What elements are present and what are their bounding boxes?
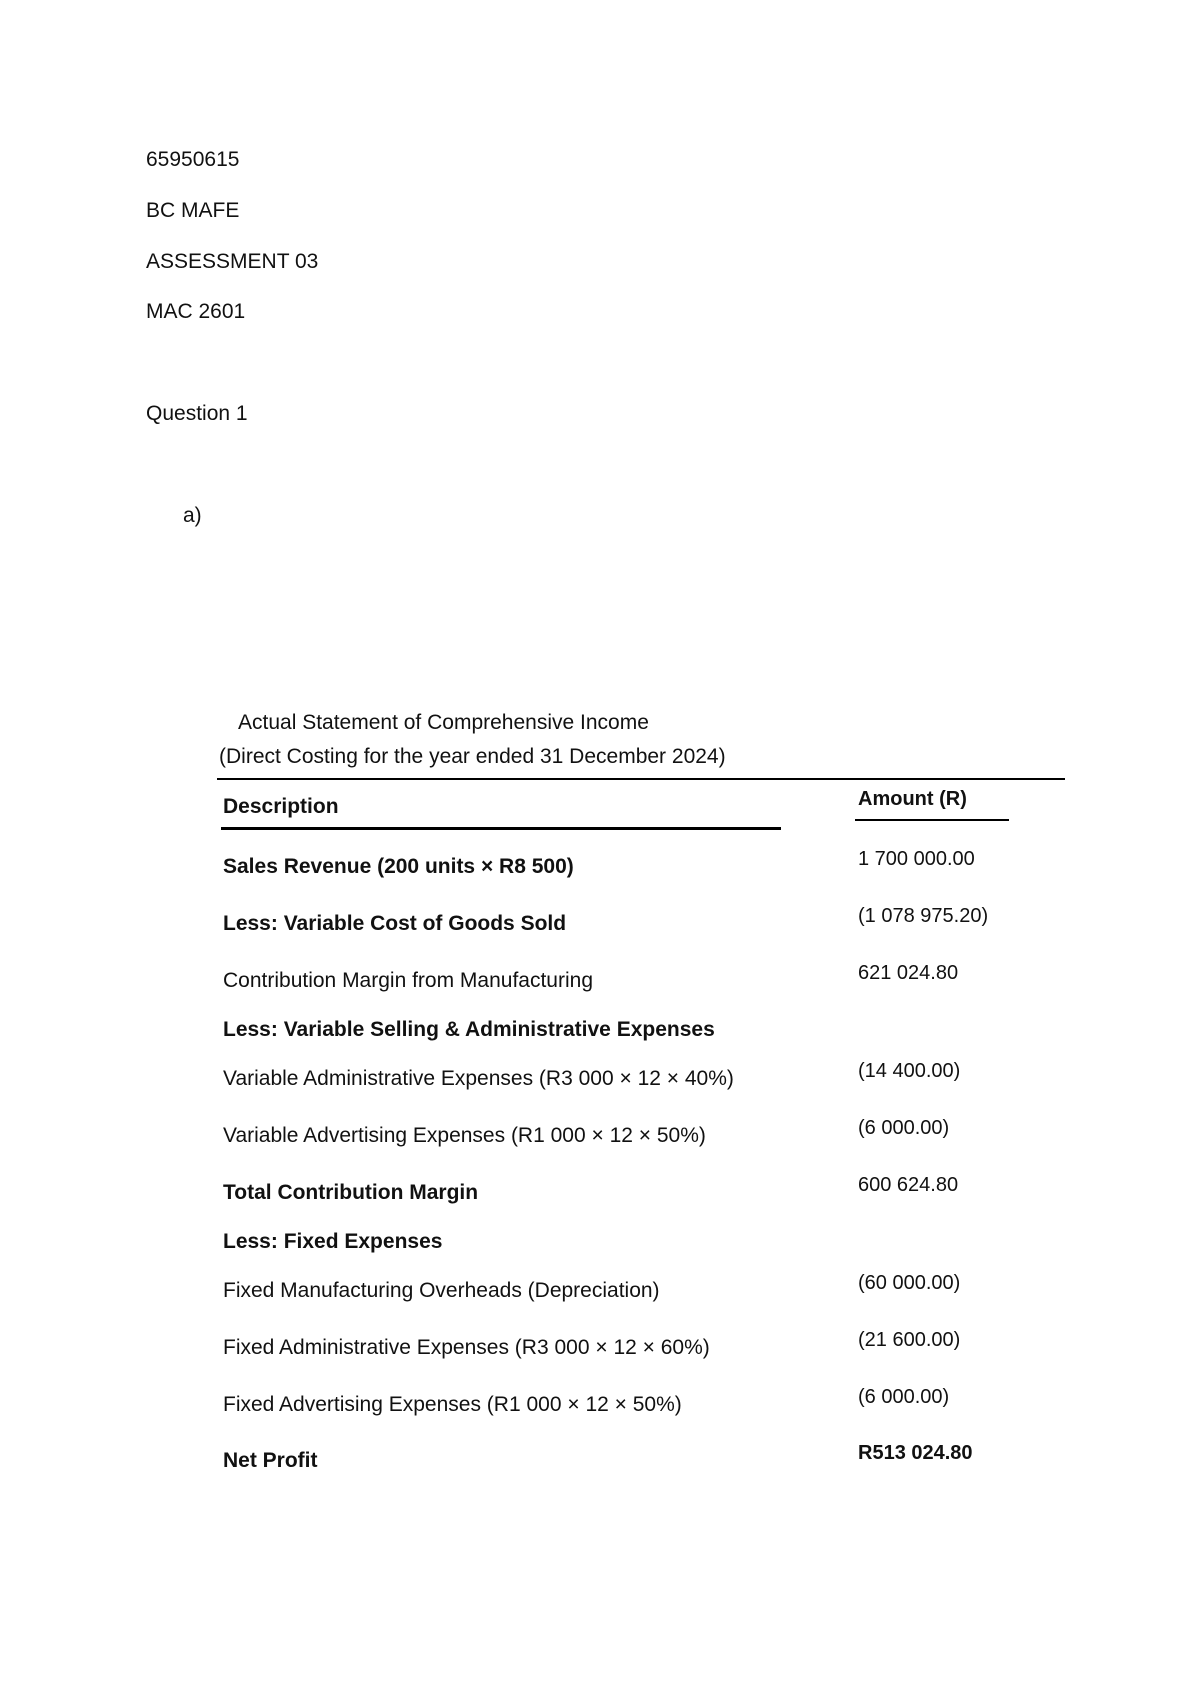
row-fixed-manufacturing-overheads: Fixed Manufacturing Overheads (Depreciation) — [223, 1279, 660, 1302]
column-header-description: Description — [223, 795, 339, 818]
amount-header-rule — [855, 819, 1009, 821]
row-sales-revenue: Sales Revenue (200 units × R8 500) — [223, 855, 574, 878]
statement-subtitle: (Direct Costing for the year ended 31 December 2024) — [219, 745, 726, 768]
row-fixed-advertising-expenses: Fixed Advertising Expenses (R1 000 × 12 × 50%) — [223, 1393, 682, 1416]
amount-contribution-margin-manufacturing: 621 024.80 — [858, 962, 959, 984]
row-variable-cogs: Less: Variable Cost of Goods Sold — [223, 912, 567, 935]
amount-variable-admin-expenses: (14 400.00) — [858, 1060, 961, 1082]
description-header-rule — [221, 827, 781, 830]
amount-sales-revenue: 1 700 000.00 — [858, 848, 975, 870]
row-variable-advertising-expenses: Variable Advertising Expenses (R1 000 × 12 × 50%) — [223, 1124, 706, 1147]
amount-fixed-manufacturing-overheads: (60 000.00) — [858, 1272, 961, 1294]
student-name: BC MAFE — [146, 199, 240, 222]
amount-fixed-advertising-expenses: (6 000.00) — [858, 1386, 950, 1408]
row-variable-admin-expenses: Variable Administrative Expenses (R3 000 × 12 × 40%) — [223, 1067, 734, 1090]
amount-fixed-admin-expenses: (21 600.00) — [858, 1329, 961, 1351]
row-contribution-margin-manufacturing: Contribution Margin from Manufacturing — [223, 969, 594, 992]
amount-variable-advertising-expenses: (6 000.00) — [858, 1117, 950, 1139]
row-fixed-expenses-heading: Less: Fixed Expenses — [223, 1230, 443, 1253]
question-heading: Question 1 — [146, 402, 248, 425]
student-number: 65950615 — [146, 148, 240, 171]
question-part: a) — [183, 504, 202, 527]
module-code: MAC 2601 — [146, 300, 246, 323]
row-net-profit: Net Profit — [223, 1449, 318, 1472]
row-total-contribution-margin: Total Contribution Margin — [223, 1181, 479, 1204]
assessment-label: ASSESSMENT 03 — [146, 250, 319, 273]
statement-title: Actual Statement of Comprehensive Income — [238, 711, 649, 734]
amount-total-contribution-margin: 600 624.80 — [858, 1174, 959, 1196]
amount-net-profit: R513 024.80 — [858, 1442, 973, 1464]
row-fixed-admin-expenses: Fixed Administrative Expenses (R3 000 × 12 × 60%) — [223, 1336, 710, 1359]
row-variable-selling-admin-heading: Less: Variable Selling & Administrative Expenses — [223, 1018, 715, 1041]
statement-top-rule — [217, 778, 1065, 780]
amount-variable-cogs: (1 078 975.20) — [858, 905, 989, 927]
column-header-amount: Amount (R) — [858, 788, 967, 810]
